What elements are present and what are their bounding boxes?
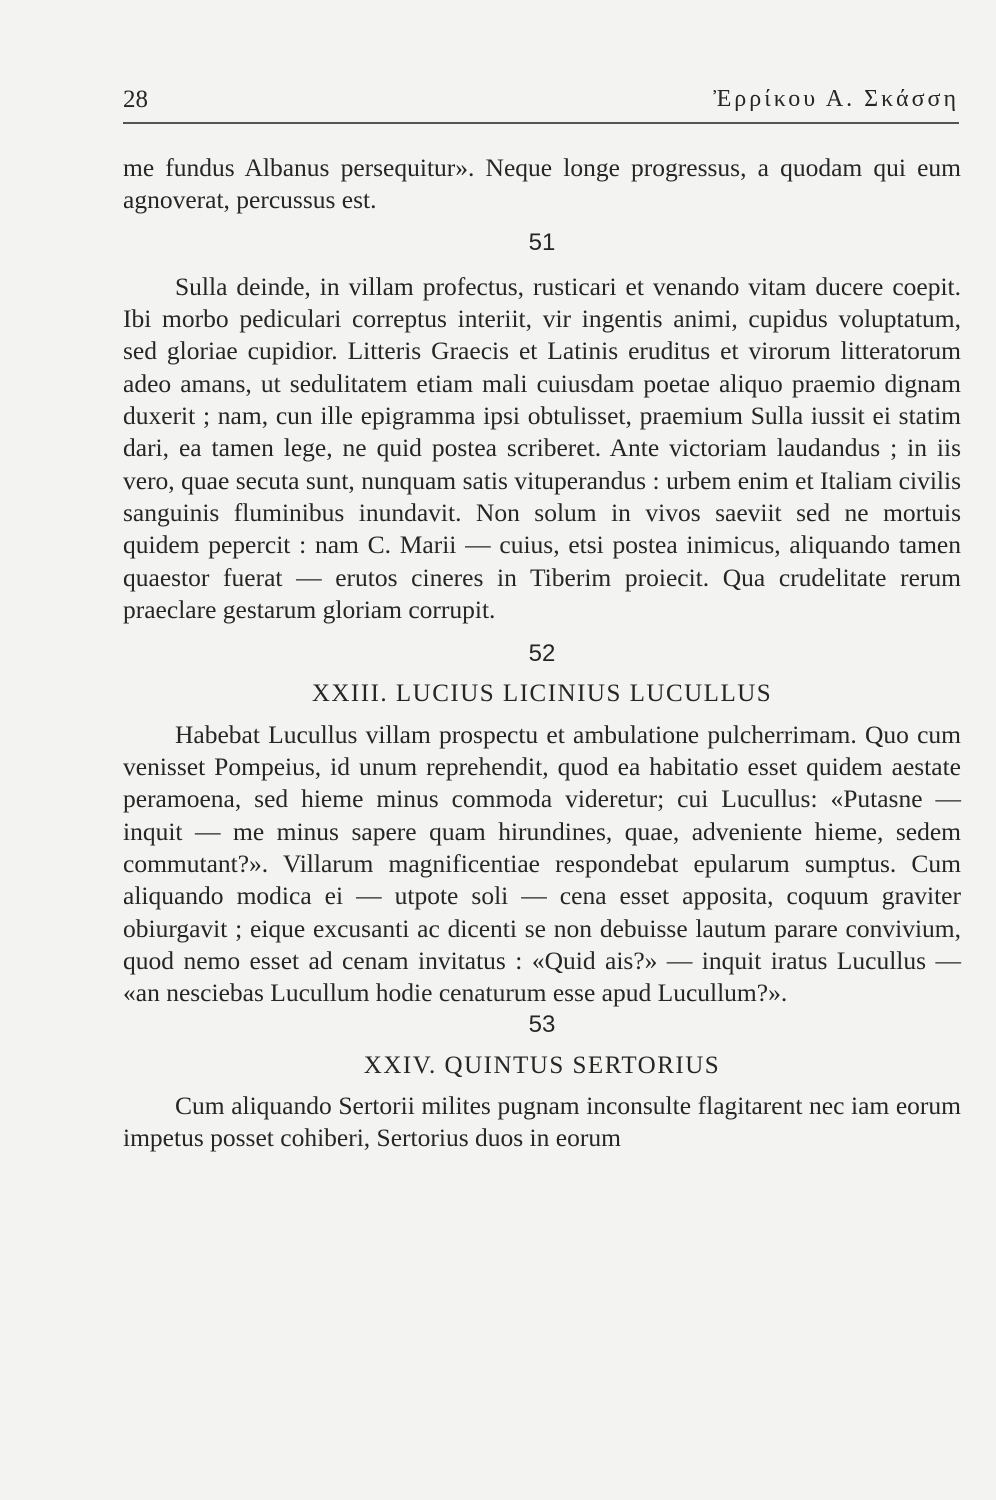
section-51-paragraph: Sulla deinde, in villam profectus, rusticari et venando vitam ducere coepit. Ibi morbo pediculari correptus interiit, vir ingentis animi, cupidus voluptatum, sed gloriae cupidior. Litteris Graecis et Latinis eruditus et virorum litteratorum adeo amans, ut sedulitatem etiam mali cuiusdam poetae aliquo praemio dignam duxerit ; nam, cun ille epigramma ipsi obtulisset, praemium Sulla iussit ei statim dari, ea tamen lege, ne quid postea scriberet. Ante victoriam laudandus ; in iis vero, quae secuta sunt, nunquam satis vituperandus : urbem enim et Italiam civilis sanguinis fluminibus inundavit. Non solum in vivos saeviit sed ne mortuis quidem pepercit : nam C. Marii — cuius, etsi postea inimicus, aliquando tamen quaestor fuerat — erutos cineres in Tiberim proiecit. Qua crudelitate rerum praeclare gestarum gloriam corrupit. [123, 271, 961, 624]
section-52-paragraph: Habebat Lucullus villam prospectu et ambulatione pulcherrimam. Quo cum venisset Pompeius, id unum reprehendit, quod ea habitatio esset quidem aestate peramoena, sed hieme minus commoda videretur; cui Lucullus: «Putasne — inquit — me minus sapere quam hirundines, quae, adveniente hieme, sedem commutant?». Villarum magnificentiae respondebat epularum sumptus. Cum aliquando modica ei — utpote soli — cena esset apposita, coquum graviter obiurgavit ; eique excusanti ac dicenti se non debuisse lautum parare convivium, quod nemo esset ad cenam invitatus : «Quid ais?» — inquit iratus Lucullus — «an nesciebas Lucullum hodie cenaturum esse apud Lucullum?». [123, 719, 961, 1008]
continued-paragraph: me fundus Albanus persequitur». Neque longe progressus, a quodam qui eum agnoverat, percussus est. [123, 153, 961, 215]
section-52-heading: XXIII. LUCIUS LICINIUS LUCULLUS [311, 680, 773, 708]
section-number-53: 53 [528, 1011, 556, 1039]
section-number-52: 52 [528, 640, 556, 668]
section-number-51: 51 [528, 228, 556, 256]
page-number: 28 [123, 86, 148, 113]
page-header [123, 84, 959, 124]
running-head: Ἐρρίκου Α. Σκάσση [713, 86, 959, 112]
header-rule [123, 122, 959, 124]
page-body [123, 152, 961, 1155]
section-53-heading: XXIV. QUINTUS SERTORIUS [363, 1051, 721, 1079]
section-53-paragraph: Cum aliquando Sertorii milites pugnam inconsulte flagitarent nec iam eorum impetus posset cohiberi, Sertorius duos in eorum [123, 1091, 961, 1153]
